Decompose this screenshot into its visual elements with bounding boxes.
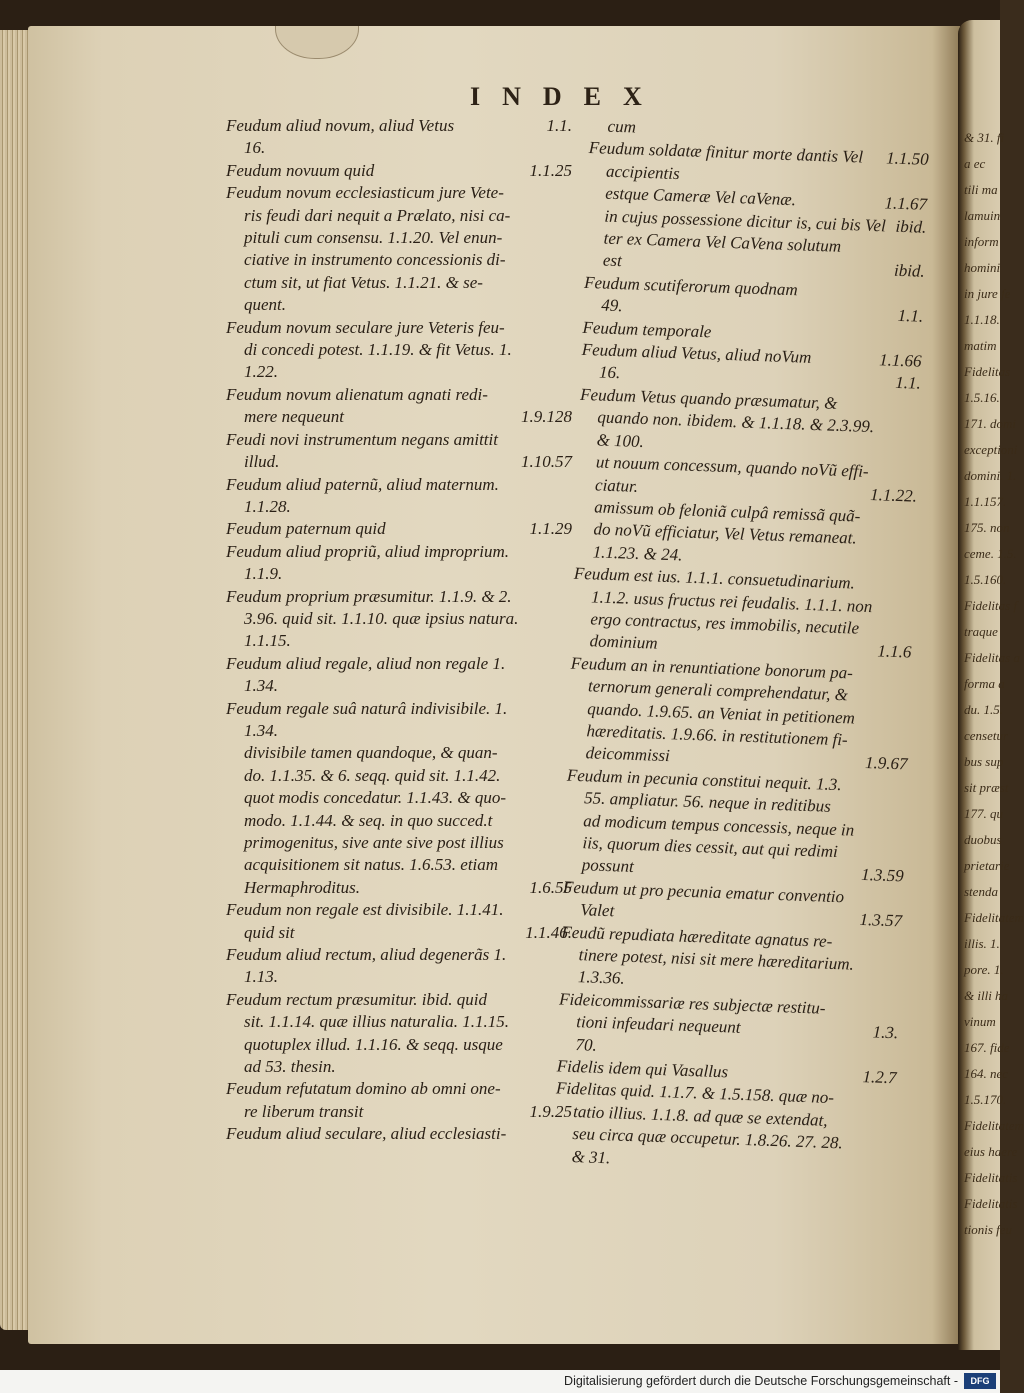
page-edge-stack — [0, 30, 30, 1330]
facing-page-fragment: inform — [964, 234, 999, 249]
facing-page-fragment: eius haere — [964, 1144, 1018, 1159]
entry-text: seu circa quæ occupetur. 1.8.26. 27. 28. — [572, 1124, 843, 1153]
entry-text: Feudum proprium præsumitur. 1.1.9. & 2. — [226, 586, 512, 606]
index-entry — [553, 1078, 896, 1179]
index-entry — [226, 944, 572, 989]
index-entry — [226, 899, 572, 944]
facing-page-fragment: censetur — [964, 728, 1009, 743]
facing-page-fragment: 1.5.16. — [964, 390, 1000, 405]
entry-text: ut nouum concessum, quando noVũ effi- — [595, 452, 869, 482]
facing-page-fragment: in jure fe — [964, 286, 1011, 301]
index-column-right — [553, 115, 930, 1179]
entry-reference: 1.1.67 — [884, 193, 928, 215]
entry-reference: 1.1.25 — [529, 160, 572, 180]
entry-text: & 100. — [596, 430, 645, 451]
entry-text: mere nequeunt — [244, 407, 344, 427]
entry-text: ternorum generali comprehendatur, & — [587, 676, 849, 705]
entry-text: Feudum soldatæ finitur morte dantis Vel — [588, 138, 864, 167]
facing-page-fragment: Fidelitas a — [964, 650, 1020, 665]
facing-page-fragment: 1.1.157. — [964, 494, 1007, 509]
index-entry-line — [226, 429, 572, 451]
entry-text: Feudi novi instrumentum negans amittit — [226, 429, 498, 449]
index-entry-line — [226, 361, 572, 383]
entry-text: Feudum ut pro pecunia ematur conventio — [562, 877, 845, 907]
entry-text: 16. — [244, 138, 266, 158]
entry-reference: 1.1. — [897, 306, 924, 326]
entry-text: quando. 1.9.65. an Veniat in petitionem — [586, 698, 856, 728]
entry-text: Feudum aliud propriũ, aliud improprium. — [226, 541, 510, 561]
index-entry — [226, 474, 572, 519]
index-entry-line — [226, 518, 572, 540]
entry-text: quotuplex illud. 1.1.16. & seqq. usque — [244, 1034, 503, 1054]
entry-text: 16. — [598, 362, 621, 383]
facing-page-fragment: du. 1.5. — [964, 702, 1003, 717]
entry-text: 1.1.23. & 24. — [592, 542, 683, 565]
facing-page-fragment: 167. fide — [964, 1040, 1010, 1055]
entry-text: Feudum aliud Vetus, aliud noVum — [581, 339, 812, 367]
entry-text: 49. — [601, 295, 623, 316]
index-entry-line — [226, 608, 572, 630]
index-entry — [226, 182, 572, 316]
entry-reference: 1.1.66 — [878, 350, 922, 371]
facing-page-fragment: 175. non — [964, 520, 1010, 535]
index-entry — [226, 1078, 572, 1123]
index-entry-line — [226, 496, 572, 518]
entry-text: Feudum non regale est divisibile. 1.1.41. — [226, 900, 504, 920]
entry-text: dominium — [589, 631, 658, 654]
index-entry-line — [226, 137, 572, 159]
entry-reference: 1.9.128 — [521, 407, 572, 427]
index-entry-line — [226, 742, 572, 764]
entry-text: 1.34. — [244, 676, 278, 696]
entry-reference: 1.2.7 — [862, 1067, 897, 1088]
footer-bar — [0, 1370, 1000, 1393]
entry-text: Feudũ repudiata hæreditate agnatus re- — [561, 922, 833, 951]
entry-text: ciative in instrumento concessionis di- — [244, 250, 506, 270]
index-entry-line — [226, 541, 572, 563]
entry-reference: 1.1.29 — [529, 519, 572, 539]
index-entry-line — [226, 182, 572, 204]
entry-text: divisibile tamen quandoque, & quan- — [244, 743, 498, 763]
index-entry-line — [226, 698, 572, 720]
facing-page-fragment: homini — [964, 260, 1001, 275]
index-entry-line — [226, 1078, 572, 1100]
entry-text: Feudum aliud rectum, aliud degenerãs 1. — [226, 945, 507, 965]
entry-text: primogenitus, sive ante sive post illius — [244, 833, 504, 852]
facing-page-fragment: 177. qu — [964, 806, 1003, 821]
index-entry-line — [226, 384, 572, 406]
index-entry-line — [226, 899, 572, 921]
index-entry-line — [226, 1034, 572, 1056]
index-entry-line — [226, 294, 572, 316]
entry-text: Fidelitas quid. 1.1.7. & 1.5.158. quæ no- — [555, 1078, 835, 1108]
facing-page-fragment: domini. 1. — [964, 468, 1017, 483]
index-entry-line — [226, 1101, 572, 1123]
entry-text: 1.1.2. usus fructus rei feudalis. 1.1.1. non — [590, 586, 873, 616]
index-column-left — [226, 115, 572, 1146]
facing-page-fragment: tionis feu — [964, 1222, 1013, 1237]
index-entry-line — [226, 944, 572, 966]
index-entry-line — [226, 339, 572, 361]
facing-page-fragment: 1.5.160. — [964, 572, 1007, 587]
index-entry-line — [226, 160, 572, 182]
index-entry-line — [226, 922, 572, 944]
index-entry-line — [226, 765, 572, 787]
index-entry — [574, 384, 920, 575]
entry-reference: 1.9.25 — [529, 1101, 572, 1121]
facing-page-fragment: & 31. fi — [964, 130, 1005, 145]
entry-text: 3.96. quid sit. 1.1.10. quæ ipsius natura. — [244, 608, 519, 628]
entry-text: 1.1.28. — [244, 496, 291, 516]
entry-text: Fideicommissariæ res subjectæ restitu- — [558, 989, 826, 1018]
entry-reference: 1.1.50 — [885, 148, 929, 170]
entry-text: tatio illius. 1.1.8. ad quæ se extendat, — [572, 1101, 828, 1130]
index-entry-line — [226, 720, 572, 742]
entry-text: pituli cum consensu. 1.1.20. Vel enun- — [244, 228, 503, 248]
facing-page-fragment: a ec — [964, 156, 986, 171]
facing-page-fragment: Fidelitatem — [964, 1118, 1024, 1133]
index-entry-line — [226, 115, 572, 137]
entry-text: 1.34. — [244, 720, 278, 740]
index-entry-line — [226, 317, 572, 339]
entry-text: quando non. ibidem. & 1.1.18. & 2.3.99. — [597, 407, 875, 437]
entry-reference: 1.3.57 — [859, 910, 903, 931]
facing-page-fragment: 171. domi — [964, 416, 1016, 431]
entry-text: possunt — [581, 855, 635, 877]
entry-text: Feudum aliud novum, aliud Vetus — [226, 116, 455, 135]
index-entry — [226, 541, 572, 586]
entry-text: 55. ampliatur. 56. neque in reditibus — [583, 788, 832, 817]
index-entry — [585, 182, 928, 283]
facing-page-fragment: 1.1.18. — [964, 312, 1000, 327]
entry-text: quent. — [244, 295, 287, 315]
facing-page-fragment: ceme. 1.5. — [964, 546, 1017, 561]
entry-reference: 1.6.55 — [529, 877, 572, 897]
index-entry — [571, 563, 914, 664]
entry-text: Hermaphroditus. — [244, 877, 361, 897]
entry-text: quot modis concedatur. 1.1.43. & quo- — [244, 788, 507, 808]
entry-reference: 1.1.46. — [525, 922, 572, 942]
index-entry-line — [226, 832, 572, 854]
index-entry-line — [226, 787, 572, 809]
entry-text: do. 1.1.35. & 6. seqq. quid sit. 1.1.42. — [244, 765, 501, 785]
facing-page-fragment: traque — [964, 624, 998, 639]
index-entry-line — [226, 563, 572, 585]
facing-page-fragment: vinum — [964, 1014, 996, 1029]
entry-reference: 1.1.6 — [877, 641, 912, 662]
facing-page-fragment: 164. nec — [964, 1066, 1009, 1081]
entry-text: deicommissi — [585, 743, 671, 766]
index-entry-line — [226, 1123, 572, 1145]
entry-text: ter ex Camera Vel CaVena solutum — [603, 228, 842, 256]
entry-text: Feudum Vetus quando præsumatur, & — [579, 384, 838, 413]
facing-page-fragment: forma a — [964, 676, 1005, 691]
facing-page-fragment: Fidelitatis — [964, 1196, 1018, 1211]
facing-page-fragment: Fidelitatem — [964, 910, 1024, 925]
facing-page-fragment: stenda — [964, 884, 998, 899]
index-entry-line — [226, 474, 572, 496]
funding-credit: Digitalisierung gefördert durch die Deutsche Forschungsgemeinschaft - — [564, 1374, 958, 1388]
entry-text: cum — [607, 116, 637, 137]
entry-text: Feudum paternum quid — [226, 519, 386, 539]
entry-text: Feudum aliud paternũ, aliud maternum. — [226, 474, 499, 494]
entry-reference: 1.10.57 — [521, 452, 572, 472]
entry-reference: 1.9.67 — [864, 753, 908, 774]
index-entry-line — [226, 1011, 572, 1033]
index-entry-line — [226, 205, 572, 227]
index-entry — [226, 653, 572, 698]
index-entry — [226, 698, 572, 900]
index-entry — [226, 1123, 572, 1145]
entry-reference: ibid. — [893, 261, 926, 282]
entry-text: est — [602, 250, 623, 271]
facing-page-fragment: matim — [964, 338, 997, 353]
index-entry — [226, 160, 572, 182]
entry-text: 1.13. — [244, 967, 278, 987]
entry-text: modo. 1.1.44. & seq. in quo succed.t — [244, 810, 493, 830]
facing-page-fragment: illis. 1. — [964, 936, 1000, 951]
entry-text: ergo contractus, res immobilis, necutile — [590, 609, 860, 638]
entry-text: Valet — [579, 900, 615, 921]
index-entry — [226, 384, 572, 429]
index-entry — [226, 989, 572, 1079]
index-entry-line — [226, 653, 572, 675]
index-entry-line — [226, 810, 572, 832]
entry-text: Feudum novuum quid — [226, 160, 375, 180]
facing-page-fragment: tili ma — [964, 182, 998, 197]
index-entry-line — [226, 227, 572, 249]
entry-text: acquisitionem sit natus. 1.6.53. etiam — [244, 855, 499, 875]
index-entry-line — [226, 272, 572, 294]
index-entry-line — [226, 989, 572, 1011]
page-header: INDEX — [470, 82, 664, 111]
entry-text: Feudum aliud seculare, aliud ecclesiasti- — [226, 1124, 507, 1144]
facing-page-fragment: lamuin — [964, 208, 1001, 223]
index-entry-line — [226, 586, 572, 608]
entry-text: 70. — [575, 1034, 598, 1055]
index-entry — [563, 764, 907, 888]
entry-text: 1.3.36. — [577, 967, 625, 989]
entry-text: sit. 1.1.14. quæ illius naturalia. 1.1.15. — [244, 1012, 509, 1032]
entry-text: Feudum scutiferorum quodnam — [583, 272, 799, 300]
entry-text: ad 53. thesin. — [244, 1057, 336, 1077]
entry-text: Feudum novum ecclesiasticum jure Vete- — [226, 183, 504, 203]
entry-text: ctum sit, ut fiat Vetus. 1.1.21. & se- — [244, 272, 483, 292]
entry-text: Feudum an in renuntiatione bonorum pa- — [570, 653, 854, 683]
index-entry — [567, 652, 911, 776]
facing-page-fragment: bus sup — [964, 754, 1004, 769]
entry-text: Feudum in pecunia constitui nequit. 1.3. — [566, 765, 842, 794]
facing-page-fragment: Fidelitas f — [964, 598, 1018, 613]
entry-text: ad modicum tempus concessis, neque in — [583, 810, 855, 840]
entry-text: Fidelis idem qui Vasallus — [556, 1056, 729, 1082]
facing-page-fragment: Fidelitatis — [964, 1170, 1018, 1185]
index-entry-line — [226, 675, 572, 697]
index-entry — [226, 429, 572, 474]
index-entry — [557, 988, 899, 1067]
entry-text: iis, quorum dies cessit, aut qui redimi — [582, 833, 839, 862]
entry-text: tinere potest, nisi sit mere hæreditarium. — [578, 945, 855, 974]
entry-text: Feudum est ius. 1.1.1. consuetudinarium. — [573, 563, 856, 593]
entry-text: & 31. — [571, 1146, 611, 1168]
entry-reference: 1.3.59 — [860, 865, 904, 886]
entry-text: 1.1.9. — [244, 564, 283, 584]
entry-text: in cujus possessione dicitur is, cui bis Vel — [604, 206, 887, 236]
entry-reference: ibid. — [895, 216, 927, 237]
entry-text: do noVũ efficiatur, Vel Vetus remaneat. — [593, 519, 858, 548]
index-entry-line — [226, 630, 572, 652]
entry-text: tioni infeudari nequeunt — [576, 1012, 741, 1038]
facing-page-fragment: Fidelitas — [964, 364, 1011, 379]
entry-text: Feudum aliud regale, aliud non regale 1. — [226, 653, 506, 673]
index-entry-line — [226, 1056, 572, 1078]
index-entry-line — [226, 406, 572, 428]
facing-page-fragment: prietarie — [964, 858, 1010, 873]
entry-text: ciatur. — [594, 474, 639, 496]
index-entry-line — [226, 854, 572, 876]
entry-text: Feudum rectum præsumitur. ibid. quid — [226, 989, 487, 1009]
entry-reference: 1.1. — [546, 116, 572, 135]
index-entry — [226, 115, 572, 160]
facing-page-fragment: duobus — [964, 832, 1002, 847]
entry-text: ris feudi dari nequit a Prælato, nisi ca- — [244, 205, 511, 225]
entry-reference: 1.1. — [895, 373, 922, 394]
entry-text: Feudum novum alienatum agnati redi- — [226, 384, 488, 404]
entry-text: Feudum temporale — [582, 317, 712, 342]
index-entry-line — [226, 877, 572, 899]
facing-page-fragment: & illi ha — [964, 988, 1009, 1003]
dfg-logo-icon: DFG — [964, 1373, 996, 1389]
entry-text: Feudum refutatum domino ab omni one- — [226, 1079, 501, 1099]
entry-text: Feudum regale suâ naturâ indivisibile. 1. — [226, 698, 508, 718]
entry-text: estque Cameræ Vel caVenæ. — [604, 183, 797, 210]
entry-text: quid sit — [244, 922, 295, 942]
entry-text: 1.22. — [244, 362, 278, 382]
facing-page-fragment: sit præst — [964, 780, 1009, 795]
index-entry-line — [226, 249, 572, 271]
index-entry — [226, 586, 572, 653]
facing-page-fragment: exceptioni — [964, 442, 1018, 457]
facing-page-fragment: 1.5.170. — [964, 1092, 1007, 1107]
entry-text: illud. — [244, 452, 280, 472]
index-entry-line — [226, 451, 572, 473]
entry-text: hæreditatis. 1.9.66. in restitutionem fi- — [586, 721, 848, 750]
index-entry-line — [226, 966, 572, 988]
entry-text: accipientis — [605, 161, 681, 183]
entry-text: 1.1.15. — [244, 631, 291, 651]
entry-reference: 1.1.22. — [869, 484, 918, 506]
entry-text: di concedi potest. 1.1.19. & fit Vetus. 1. — [244, 340, 512, 360]
facing-page-fragment: pore. 1. — [964, 962, 1004, 977]
entry-reference: 1.3. — [872, 1022, 899, 1043]
entry-text: Feudum novum seculare jure Veteris feu- — [226, 317, 505, 337]
index-entry — [226, 518, 572, 540]
entry-text: re liberum transit — [244, 1101, 364, 1121]
index-entry — [560, 921, 902, 1000]
entry-text: amissum ob feloniã culpâ remissã quã- — [593, 497, 861, 526]
index-entry — [226, 317, 572, 384]
